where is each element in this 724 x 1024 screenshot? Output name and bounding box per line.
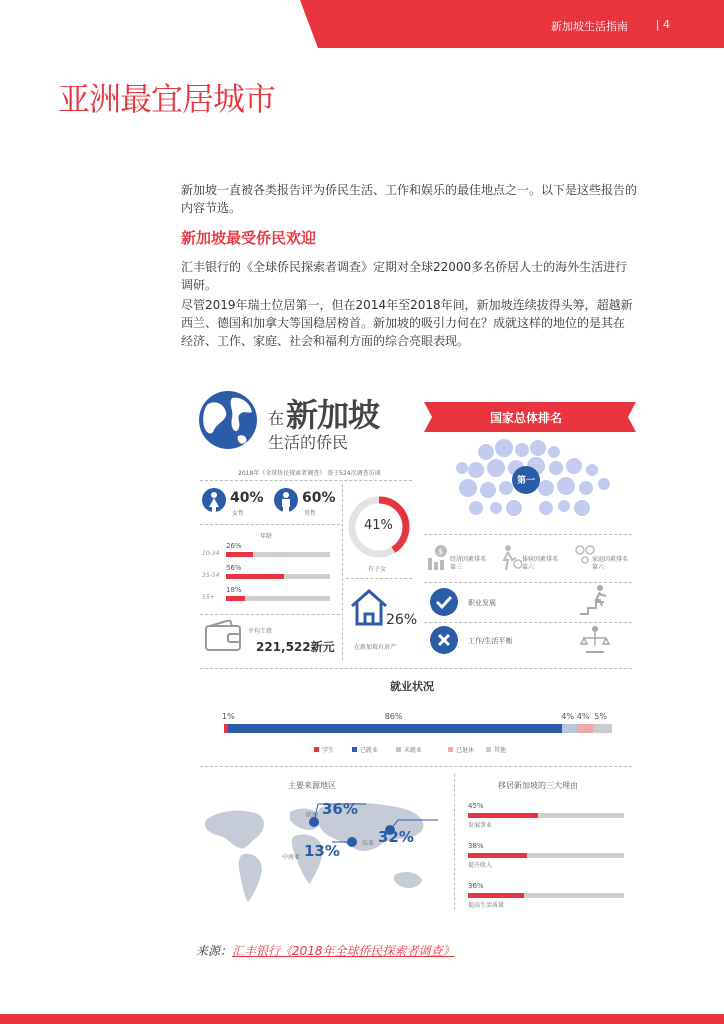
male-icon [274, 488, 298, 518]
female-pct: 40% [230, 490, 264, 506]
economy-icon [428, 544, 450, 570]
section-title: 新加坡最受侨民欢迎 [181, 229, 317, 247]
age-pct: 18% [226, 586, 242, 594]
reason-label: 发展事业 [468, 822, 493, 829]
divider [200, 480, 412, 481]
source-link[interactable]: 汇丰银行《2018年全球侨民探索者调查》 [232, 944, 455, 958]
paragraph-1 [181, 258, 661, 294]
reason-bar-fill [468, 853, 527, 858]
age-title: 年龄 [260, 533, 273, 540]
family-rank-label: 家庭因素排名 [592, 556, 629, 563]
experience-rank-label: 体验因素排名 [522, 556, 559, 563]
children-pct: 41% [364, 518, 393, 533]
reason-bar [468, 893, 624, 898]
legend-swatch [448, 747, 453, 752]
europe-label: 欧洲 [306, 812, 319, 819]
title-prefix: 在 [268, 409, 285, 428]
age-pct: 26% [226, 542, 242, 550]
econ-rank-value: 第三 [450, 564, 463, 571]
home-label: 在新加坡有房产 [354, 644, 397, 651]
survey-note: 2018年《全球侨民探索者调查》 基于524次调查访谈 [238, 470, 381, 477]
divider [454, 774, 455, 910]
age-bar [226, 574, 330, 579]
home-pct: 26% [386, 612, 418, 628]
legend-label: 其他 [494, 747, 507, 754]
legend-swatch [314, 747, 319, 752]
reason-bar-fill [468, 813, 538, 818]
family-rank-value: 第六 [592, 564, 605, 571]
svg-text:$: $ [438, 547, 444, 556]
salary-value: 221,522新元 [256, 640, 335, 654]
intro-line: 内容节选。 [181, 201, 242, 215]
career-label: 职业发展 [468, 599, 496, 607]
divider [424, 582, 632, 583]
east-asia-pct: 32% [378, 828, 414, 846]
europe-pct: 36% [322, 800, 358, 818]
legend-label: 已就业 [360, 747, 379, 754]
employment-segment [593, 724, 612, 733]
reason-bar [468, 853, 624, 858]
central-south-label: 中南亚 [282, 854, 301, 861]
infographic-title: 新加坡 [286, 396, 380, 434]
divider [200, 614, 340, 615]
experience-rank-value: 第六 [522, 564, 535, 571]
intro-paragraph [181, 181, 661, 217]
reason-label: 提升收入 [468, 862, 493, 869]
paragraph-2 [181, 296, 661, 350]
paragraph-line: 汇丰银行的《全球侨民探索者调查》定期对全球22000多名侨居人士的海外生活进行 [181, 260, 628, 274]
source-prefix: 来源： [196, 944, 233, 958]
legend-swatch [352, 747, 357, 752]
reason-pct: 45% [468, 802, 484, 810]
employment-segment [228, 724, 562, 733]
age-bar [226, 596, 330, 601]
experience-rank [522, 556, 558, 572]
divider [200, 766, 632, 767]
infographic [196, 384, 636, 924]
employment-pct: 5% [594, 712, 607, 721]
legend-label: 未就业 [404, 747, 423, 754]
employment-segment [562, 724, 578, 733]
divider [200, 668, 632, 669]
reason-label: 提高生活质量 [468, 902, 505, 909]
cross-icon [430, 626, 458, 654]
paragraph-line: 调研。 [181, 278, 218, 292]
page-title: 亚洲最宜居城市 [58, 80, 276, 118]
wallet-icon [204, 620, 244, 654]
paragraph-line: 经济、工作、家庭、社会和福利方面的综合亮眼表现。 [181, 334, 470, 348]
stairs-runner-icon [580, 584, 610, 616]
experience-icon [500, 544, 522, 570]
employment-title: 就业状况 [390, 680, 434, 693]
divider [424, 534, 632, 535]
male-label: 男性 [304, 510, 317, 517]
header-title: 新加坡生活指南 [551, 20, 628, 33]
divider [342, 484, 343, 660]
east-asia-label: 东亚 [362, 840, 375, 847]
house-icon [348, 588, 390, 628]
age-pct: 56% [226, 564, 242, 572]
male-pct: 60% [302, 490, 336, 506]
children-label: 有子女 [368, 566, 387, 573]
legend-label: 已退休 [456, 747, 475, 754]
ranking-banner: 国家总体排名 [490, 411, 563, 425]
paragraph-line: 西兰、德国和加拿大等国稳居榜首。新加坡的吸引力何在？成就这样的地位的是其在 [181, 316, 626, 330]
econ-rank-label: 经济因素排名 [450, 556, 487, 563]
employment-pct: 86% [384, 712, 403, 721]
divider [346, 578, 412, 579]
regions-title: 主要来源地区 [288, 781, 336, 790]
employment-segment [577, 724, 593, 733]
divider [200, 524, 340, 525]
source-citation [196, 942, 455, 959]
age-bar-fill [226, 596, 245, 601]
econ-rank [450, 556, 486, 572]
reasons-title: 移居新加坡的三大理由 [498, 781, 578, 790]
central-south-pct: 13% [304, 842, 340, 860]
balance-scale-icon [580, 624, 610, 656]
female-icon [202, 488, 226, 518]
age-bar-fill [226, 552, 253, 557]
reason-pct: 36% [468, 882, 484, 890]
legend-swatch [396, 747, 401, 752]
page-number: | 4 [655, 18, 670, 31]
balance-label: 工作/生活平衡 [468, 637, 513, 645]
age-bar-fill [226, 574, 284, 579]
divider [424, 622, 632, 623]
legend-label: 学生 [322, 747, 335, 754]
family-rank [592, 556, 628, 572]
legend-swatch [486, 747, 491, 752]
employment-pct: 4% [576, 712, 590, 721]
salary-label: 平均工资 [248, 628, 273, 635]
employment-pct: 1% [222, 712, 235, 721]
reason-bar [468, 813, 624, 818]
intro-line: 新加坡一直被各类报告评为侨民生活、工作和娱乐的最佳地点之一。以下是这些报告的 [181, 183, 638, 197]
reason-pct: 38% [468, 842, 484, 850]
check-icon [430, 588, 458, 616]
age-range: 35-54 [202, 572, 220, 579]
globe-icon [198, 390, 258, 450]
age-bar [226, 552, 330, 557]
footer-bar [0, 1014, 724, 1024]
reason-bar-fill [468, 893, 524, 898]
female-label: 女性 [232, 510, 245, 517]
paragraph-line: 尽管2019年瑞士位居第一，但在2014年至2018年间，新加坡连续拔得头筹，超越新 [181, 298, 633, 312]
age-range: 55+ [202, 594, 215, 601]
infographic-subtitle: 生活的侨民 [268, 433, 349, 452]
ranking-first: 第一 [517, 476, 536, 486]
employment-pct: 4% [561, 712, 575, 721]
age-range: 10-34 [202, 550, 220, 557]
